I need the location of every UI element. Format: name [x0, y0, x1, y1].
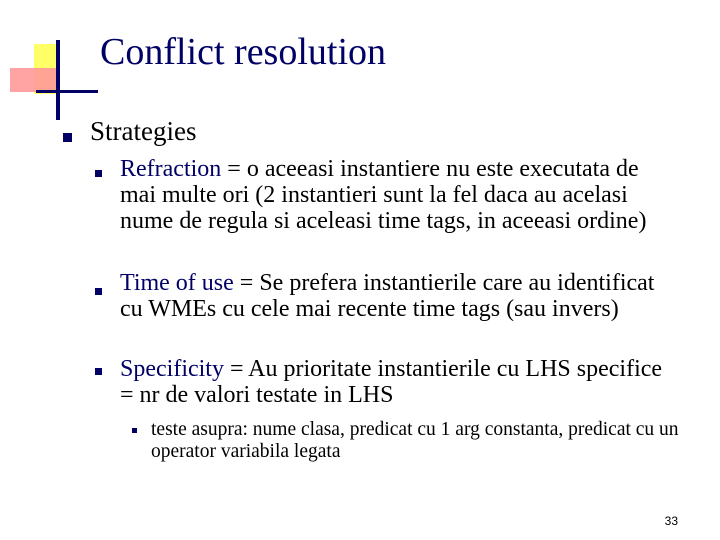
page-number: 33 — [664, 514, 678, 528]
bullet-square-icon — [95, 170, 102, 177]
slide-title: Conflict resolution — [100, 31, 387, 73]
item-text: = Se prefera instantierile care au identificat cu WMEs cu cele mai recente time tags (sau invers) — [120, 270, 655, 322]
list-item-refraction — [120, 156, 680, 234]
logo-horizontal-bar — [36, 90, 98, 93]
bullet-square-icon — [95, 288, 102, 295]
level3-bullet-text: teste asupra: nume clasa, predicat cu 1 arg constanta, predicat cu un operator variabila legata — [151, 419, 679, 462]
logo-pink-square — [10, 68, 58, 92]
logo-vertical-bar — [56, 40, 60, 120]
item-term: Refraction — [120, 156, 222, 182]
item-term: Specificity — [120, 356, 224, 382]
level1-bullet-text: Strategies — [90, 116, 197, 146]
bullet-square-icon — [63, 133, 72, 142]
item-term: Time of use — [120, 270, 234, 296]
item-text: = Au prioritate instantierile cu LHS specifice = nr de valori testate in LHS — [120, 356, 663, 408]
list-item-time-of-use — [120, 270, 680, 322]
bullet-square-icon — [95, 368, 102, 375]
bullet-square-icon — [132, 428, 137, 433]
item-text: = o aceeasi instantiere nu este executata de mai multe ori (2 instantieri sunt la fel daca au acelasi nume de regula si aceleasi time tags, in aceeasi ordine) — [120, 156, 647, 234]
list-item-specificity — [120, 356, 680, 408]
